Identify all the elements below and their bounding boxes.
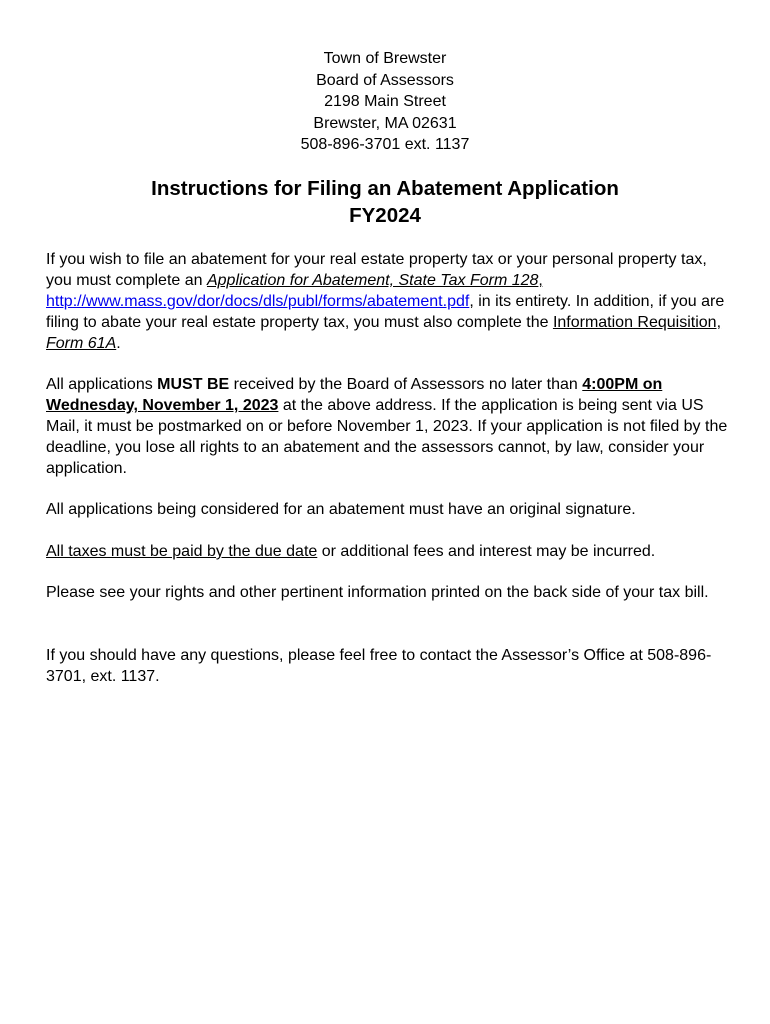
paragraph-signature: [46, 499, 736, 520]
taxes-due-notice: All taxes must be paid by the due date: [46, 543, 318, 560]
paragraph-taxes: [46, 541, 736, 562]
text-run: received by the Board of Assessors no later than: [229, 376, 583, 393]
paragraph-forms: [46, 249, 736, 354]
paragraph-deadline: [46, 374, 736, 479]
town-name: Town of Brewster: [323, 50, 447, 67]
deadline-date: 4:00PM on Wednesday, November 1, 2023: [46, 376, 663, 414]
paragraph-contact: [46, 645, 736, 687]
document-title: [0, 175, 770, 229]
text-run: All applications: [46, 376, 158, 393]
title-line: Instructions for Filing an Abatement Application: [151, 177, 619, 200]
paragraph-rights: [46, 582, 736, 603]
text-run: or additional fees and interest may be incurred.: [317, 543, 656, 560]
text-run: Please see your rights and other pertinent information printed on the back side of your tax bill.: [46, 584, 709, 601]
text-run: If you wish to file an abatement for your real estate property tax or your personal property tax, you must complete an: [46, 251, 707, 289]
text-run: If you should have any questions, please feel free to contact the Assessor’s Office at 508-896-3701, ext. 1137.: [46, 647, 712, 685]
information-requisition-title: Information Requisition,: [552, 314, 722, 331]
text-run: All applications being considered for an abatement must have an original signature.: [46, 501, 636, 518]
board-name: Board of Assessors: [316, 71, 454, 89]
text-run: at the above address. If the application is being sent via US Mail, it must be postmarked on or before November 1, 2023. If your application is not filed by the deadline, you lose all rights to an abatement and the assessors cannot, by law, consider your application.: [46, 397, 728, 477]
text-run: ,: [538, 272, 543, 289]
form-128-title: Application for Abatement, State Tax Form 128: [206, 272, 539, 289]
office-phone: 508-896-3701 ext. 1137: [300, 136, 470, 153]
must-be-emphasis: MUST BE: [157, 376, 230, 393]
text-run: .: [116, 335, 121, 352]
text-run: , in its entirety. In addition, if you are filing to abate your real estate property tax, you must also complete the: [46, 293, 725, 331]
office-address-block: [0, 48, 770, 156]
form-61a-title: Form 61A: [46, 335, 117, 352]
fiscal-year: FY2024: [349, 204, 421, 227]
abatement-form-link[interactable]: http://www.mass.gov/dor/docs/dls/publ/forms/abatement.pdf: [46, 293, 470, 310]
city-state-zip: Brewster, MA 02631: [313, 114, 457, 132]
street-address: 2198 Main Street: [324, 93, 446, 110]
